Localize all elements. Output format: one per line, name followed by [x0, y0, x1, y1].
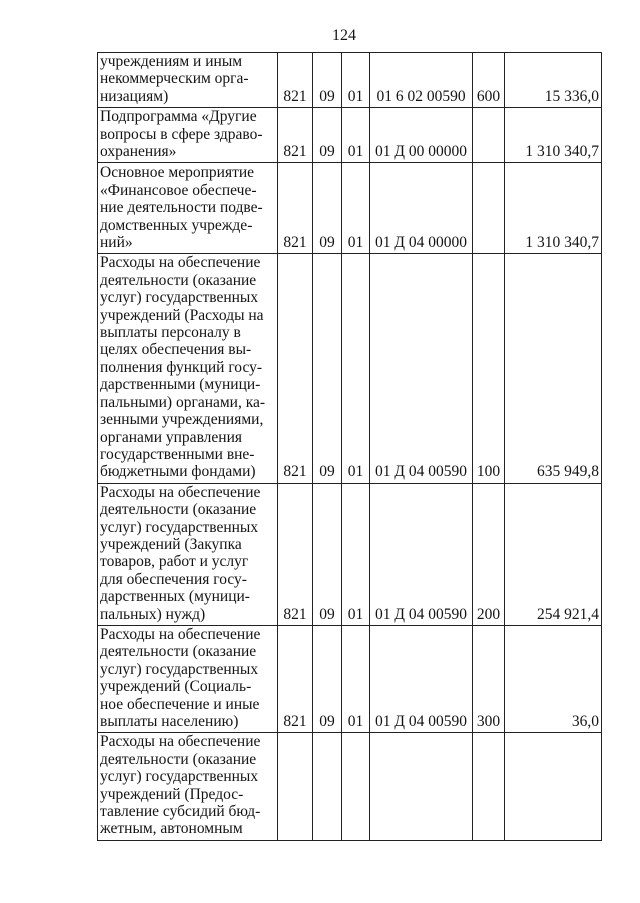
row-description: Расходы на обеспечение деятельности (оказание услуг) государственных учреждений (Расходы на выплаты персоналу в целях обеспечения вы- полнения функций госу- дарственными (муници- пальными) органами, ка- зенными учреждениями, органами управления государственными вне- бюджетными фондами) — [98, 254, 278, 483]
table-row — [98, 625, 602, 732]
table-row — [98, 163, 602, 254]
amount-cell — [505, 733, 602, 840]
section-code-cell — [313, 733, 342, 840]
ministry-code-cell: 821 — [278, 254, 313, 483]
ministry-code-cell: 821 — [278, 108, 313, 163]
target-article-cell: 01 Д 00 00000 — [370, 108, 473, 163]
amount-cell: 15 336,0 — [505, 53, 602, 108]
target-article-cell: 01 Д 04 00000 — [370, 163, 473, 254]
expense-type-cell: 200 — [473, 483, 505, 625]
expense-type-cell — [473, 733, 505, 840]
page-number: 124 — [332, 27, 356, 44]
subsection-code-cell: 01 — [342, 625, 370, 732]
row-description: учреждениям и иным некоммерческим орга- низациям) — [98, 53, 278, 108]
amount-cell: 635 949,8 — [505, 254, 602, 483]
row-description: Расходы на обеспечение деятельности (оказание услуг) государственных учреждений (Социаль- ное обеспечение и иные выплаты населению) — [98, 625, 278, 732]
row-description: Расходы на обеспечение деятельности (оказание услуг) государственных учреждений (Предос- тавление субсидий бюд- жетным, автономным — [98, 733, 278, 840]
subsection-code-cell: 01 — [342, 254, 370, 483]
table-row — [98, 254, 602, 483]
ministry-code-cell — [278, 733, 313, 840]
table-row — [98, 483, 602, 625]
section-code-cell: 09 — [313, 53, 342, 108]
ministry-code-cell: 821 — [278, 53, 313, 108]
row-description: Основное мероприятие «Финансовое обеспече- ние деятельности подве- домственных учрежде- ний» — [98, 163, 278, 254]
section-code-cell: 09 — [313, 254, 342, 483]
table-row — [98, 733, 602, 840]
section-code-cell: 09 — [313, 163, 342, 254]
section-code-cell: 09 — [313, 483, 342, 625]
table-row — [98, 108, 602, 163]
subsection-code-cell: 01 — [342, 163, 370, 254]
target-article-cell: 01 6 02 00590 — [370, 53, 473, 108]
expense-type-cell: 100 — [473, 254, 505, 483]
budget-table — [97, 52, 602, 841]
ministry-code-cell: 821 — [278, 625, 313, 732]
target-article-cell: 01 Д 04 00590 — [370, 254, 473, 483]
amount-cell: 254 921,4 — [505, 483, 602, 625]
row-description: Расходы на обеспечение деятельности (оказание услуг) государственных учреждений (Закупка товаров, работ и услуг для обеспечения госу- дарственных (муници- пальных) нужд) — [98, 483, 278, 625]
section-code-cell: 09 — [313, 108, 342, 163]
subsection-code-cell: 01 — [342, 483, 370, 625]
target-article-cell — [370, 733, 473, 840]
amount-cell: 1 310 340,7 — [505, 163, 602, 254]
amount-cell: 36,0 — [505, 625, 602, 732]
section-code-cell: 09 — [313, 625, 342, 732]
expense-type-cell — [473, 163, 505, 254]
row-description: Подпрограмма «Другие вопросы в сфере здраво- охранения» — [98, 108, 278, 163]
table-row — [98, 53, 602, 108]
expense-type-cell: 300 — [473, 625, 505, 732]
subsection-code-cell: 01 — [342, 53, 370, 108]
ministry-code-cell: 821 — [278, 483, 313, 625]
amount-cell: 1 310 340,7 — [505, 108, 602, 163]
expense-type-cell — [473, 108, 505, 163]
expense-type-cell: 600 — [473, 53, 505, 108]
subsection-code-cell — [342, 733, 370, 840]
subsection-code-cell: 01 — [342, 108, 370, 163]
target-article-cell: 01 Д 04 00590 — [370, 483, 473, 625]
ministry-code-cell: 821 — [278, 163, 313, 254]
target-article-cell: 01 Д 04 00590 — [370, 625, 473, 732]
